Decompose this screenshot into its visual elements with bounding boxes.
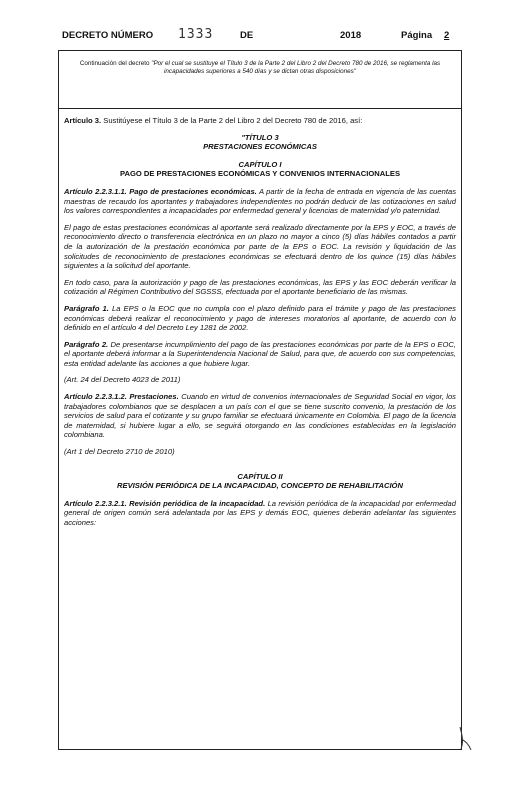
continuation-box bbox=[58, 50, 462, 109]
paragrafo-2-label: Parágrafo 2. bbox=[64, 339, 109, 349]
paragrafo-2 bbox=[64, 340, 456, 369]
paragraph-todo-caso: En todo caso, para la autorización y pago de las prestaciones económicas, las EPS y las EOC deberán verificar la cotización al Régimen Contributivo del SGSSS, efectuada por el aportante beneficiario de las mismas. bbox=[64, 277, 456, 297]
article-2232-text: Cuando en virtud de convenios internacionales de Seguridad Social en vigor, los trabajadores colombianos que se desplacen a un país con el que se tiene suscrito convenio, la prestación de los servicios de salud para el cotizante y su grupo familiar se efectuará únicamente en Colombia. El pago de la licencia de maternidad, si hubiere lugar a ello, se seguirá otorgando en las condiciones establecidas en la legislación colombiana. bbox=[64, 392, 456, 440]
signature-mark bbox=[458, 725, 472, 756]
article-2233 bbox=[64, 499, 456, 528]
article-2231-label: Artículo 2.2.3.1.1. Pago de prestaciones económicas. bbox=[64, 186, 257, 196]
article-3-text: Sustitúyese el Título 3 de la Parte 2 del Libro 2 del Decreto 780 de 2016, así: bbox=[103, 116, 363, 125]
capitulo-2-heading: REVISIÓN PERIÓDICA DE LA INCAPACIDAD, CONCEPTO DE REHABILITACIÓN bbox=[117, 481, 403, 491]
paragrafo-1 bbox=[64, 304, 456, 333]
decree-label: DECRETO NÚMERO bbox=[62, 30, 154, 41]
capitulo-1-number: CAPÍTULO I bbox=[238, 159, 282, 169]
decree-header bbox=[62, 27, 462, 46]
article-2231 bbox=[64, 187, 456, 216]
article-2231-text: A partir de la fecha de entrada en vigencia de las cuentas maestras de recaudo los aportantes y trabajadores independientes no podrán deducir de las cotizaciones en salud los valores correspondientes a incapacidades por enfermedad general y licencias de maternidad y/o paternidad. bbox=[64, 186, 456, 216]
document-body bbox=[64, 116, 456, 535]
page-number: 2 bbox=[444, 30, 450, 41]
article-3 bbox=[64, 116, 456, 126]
continuation-lead: Continuación del decreto bbox=[79, 60, 150, 67]
year: 2018 bbox=[340, 30, 362, 41]
paragrafo-1-label: Parágrafo 1. bbox=[64, 303, 109, 313]
continuation-text: "Por el cual se sustituye el Título 3 de la Parte 2 del Libro 2 del Decreto 780 de 2016, se reglamenta las incapacidades superiores a 540 días y se dictan otras disposiciones" bbox=[151, 60, 441, 75]
capitulo-1-heading: PAGO DE PRESTACIONES ECONÓMICAS Y CONVENIOS INTERNACIONALES bbox=[119, 169, 401, 179]
page-label: Página bbox=[401, 30, 433, 41]
document-page bbox=[58, 24, 462, 750]
paragrafo-1-text: La EPS o la EOC que no cumpla con el plazo definido para el trámite y pago de las prestaciones económicas deberá realizar el reconocimiento y pago de intereses moratorios al aportante, de acuerdo con lo definido en el artículo 4 del Decreto Ley 1281 de 2002. bbox=[64, 303, 456, 333]
paragraph-pago: El pago de estas prestaciones económicas al aportante será realizado directamente por la EPS y EOC, a través de reconocimiento directo o transferencia electrónica en un plazo no mayor a cinco (5) días hábiles contados a partir de la autorización de la prestación económica por parte de la EPS o EOC. La revisión y liquidación de las solicitudes de reconocimiento de prestaciones económicas se efectuará dentro de los quince (15) días hábiles siguientes a la solicitud del aportante. bbox=[64, 222, 456, 271]
capitulo-2-number: CAPÍTULO II bbox=[237, 471, 283, 481]
continuation-note bbox=[60, 60, 460, 76]
article-2233-text: La revisión periódica de la incapacidad por enfermedad general de origen común será adelantada por las EPS y demás EOC, quienes deberán adelantar las siguientes acciones: bbox=[64, 498, 456, 527]
article-3-label: Artículo 3. bbox=[64, 116, 102, 125]
signature-stroke-icon bbox=[458, 725, 472, 751]
reference-2: (Art 1 del Decreto 2710 de 2010) bbox=[64, 447, 175, 457]
article-2232-label: Artículo 2.2.3.1.2. Prestaciones. bbox=[64, 392, 179, 402]
de-label: DE bbox=[240, 30, 254, 41]
reference-1: (Art. 24 del Decreto 4023 de 2011) bbox=[64, 375, 181, 385]
article-2232 bbox=[64, 392, 456, 440]
titulo-heading: PRESTACIONES ECONÓMICAS bbox=[203, 142, 317, 152]
decree-number: 1333 bbox=[178, 27, 214, 42]
article-2233-label: Artículo 2.2.3.2.1. Revisión periódica de la incapacidad. bbox=[64, 498, 266, 508]
paragrafo-2-text: De presentarse incumplimiento del pago de las prestaciones económicas por parte de la EPS o EOC, el aportante deberá informar a la Superintendencia Nacional de Salud, para que, de acuerdo con sus competencias, esta entidad adelante las acciones a que hubiere lugar. bbox=[64, 339, 456, 368]
titulo-number: "TÍTULO 3 bbox=[241, 132, 279, 142]
